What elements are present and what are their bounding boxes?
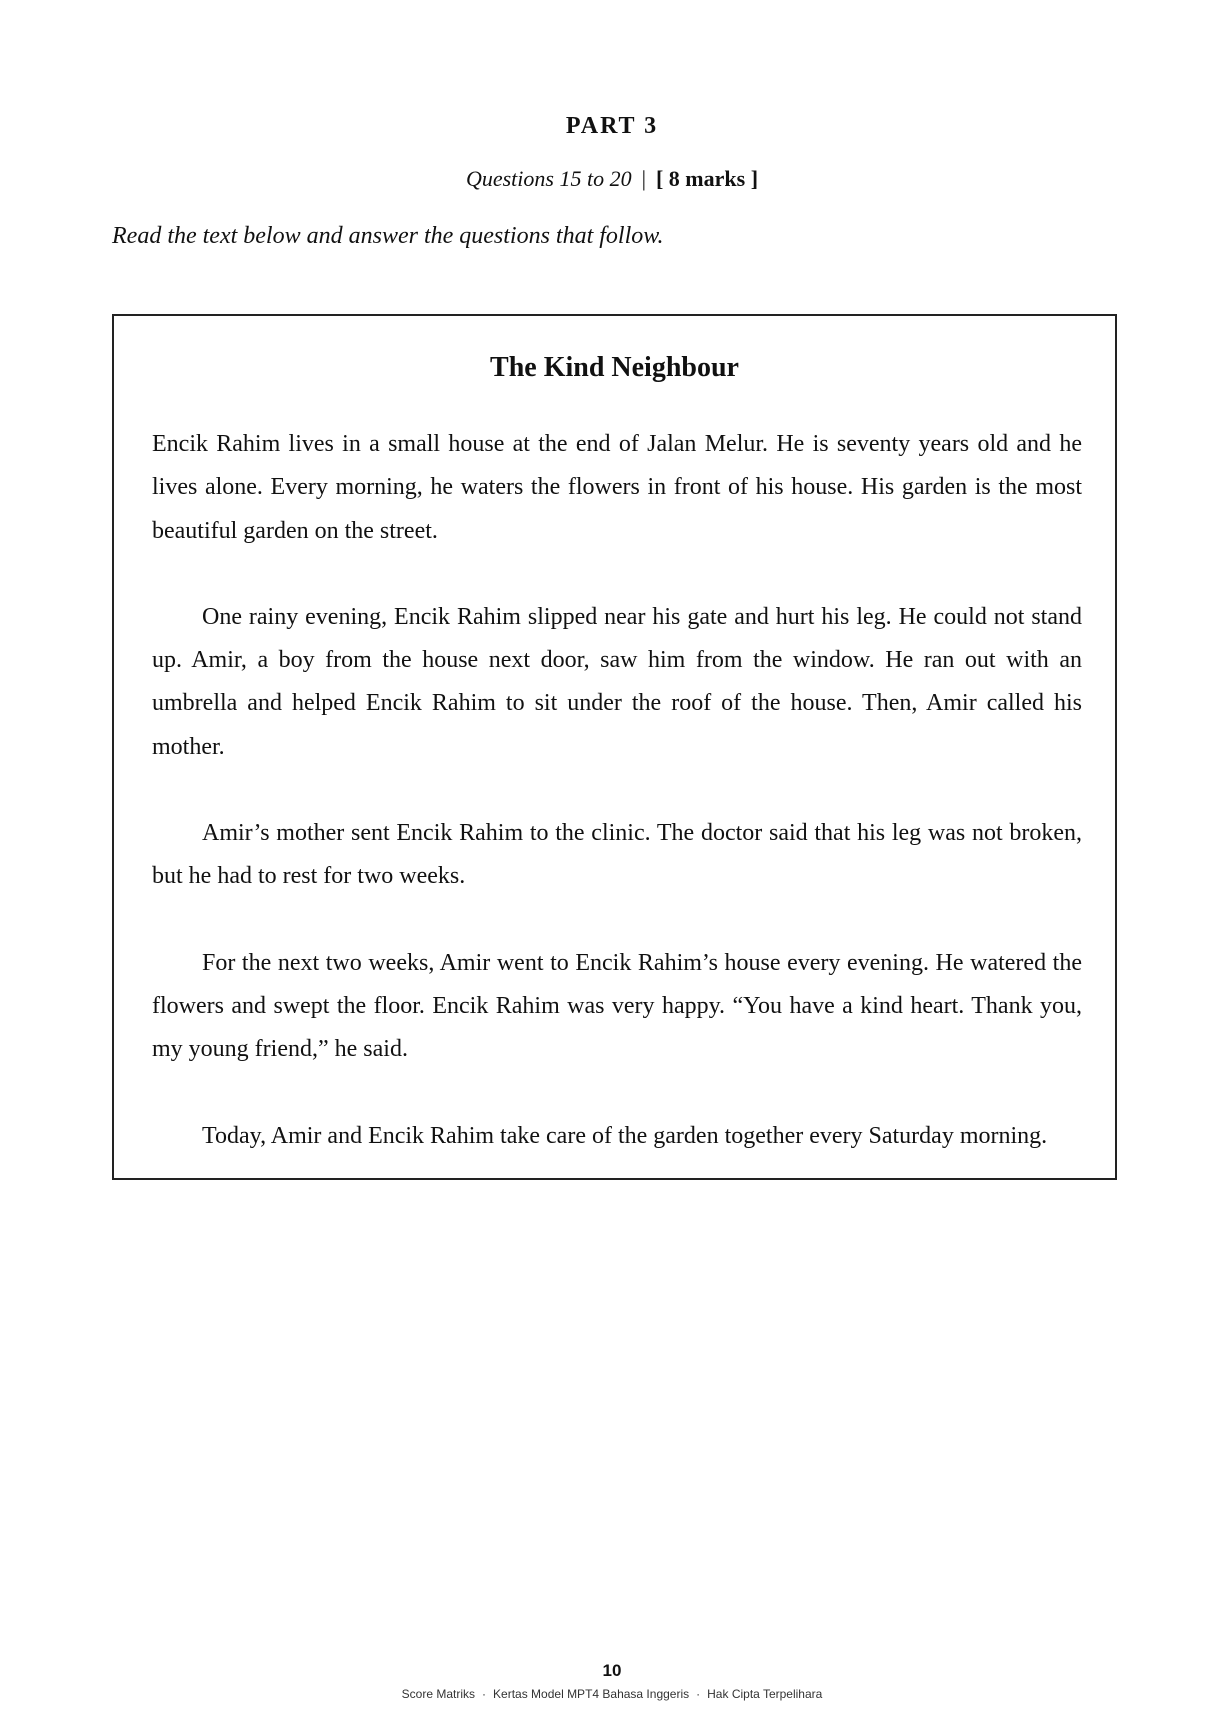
header-separator: | <box>641 166 646 191</box>
passage-paragraph-2: One rainy evening, Encik Rahim slipped near his gate and hurt his leg. He could not stand up. Amir, a boy from the house next door, saw him from the window. He ran out with an umbrella and helped Encik Rahim to sit under the roof of the house. Then, Amir called his mother. <box>152 603 1082 760</box>
footer-separator: · <box>482 1687 487 1701</box>
footer-separator: · <box>696 1687 701 1701</box>
passage-body <box>152 423 1082 1158</box>
part-heading: PART 3 <box>565 113 659 139</box>
footer-publisher: Score Matriks <box>401 1687 476 1701</box>
passage-paragraph-1: Encik Rahim lives in a small house at the end of Jalan Melur. He is seventy years old and he lives alone. Every morning, he waters the flowers in front of his house. His garden is the most beautiful garden on the street. <box>152 431 1082 544</box>
footer-copyright: Hak Cipta Terpelihara <box>707 1687 823 1701</box>
passage-title: The Kind Neighbour <box>490 352 739 383</box>
marks-label: [ 8 marks ] <box>655 166 759 191</box>
instruction-text: Read the text below and answer the questions that follow. <box>112 223 664 249</box>
passage-paragraph-3: Amir’s mother sent Encik Rahim to the clinic. The doctor said that his leg was not broken, but he had to rest for two weeks. <box>152 820 1082 890</box>
passage-box <box>112 314 1117 1180</box>
passage-paragraph-4: For the next two weeks, Amir went to Encik Rahim’s house every evening. He watered the flowers and swept the floor. Encik Rahim was very happy. “You have a kind heart. Thank you, my young friend,” he said. <box>152 949 1082 1063</box>
question-range: Questions 15 to 20 <box>465 166 632 191</box>
page-number: 10 <box>602 1661 622 1680</box>
footer-paper-title: Kertas Model MPT4 Bahasa Inggeris <box>493 1687 690 1701</box>
passage-paragraph-5: Today, Amir and Encik Rahim take care of the garden together every Saturday morning. <box>202 1122 1048 1149</box>
footer <box>0 1686 1224 1702</box>
questions-line <box>0 164 1224 194</box>
